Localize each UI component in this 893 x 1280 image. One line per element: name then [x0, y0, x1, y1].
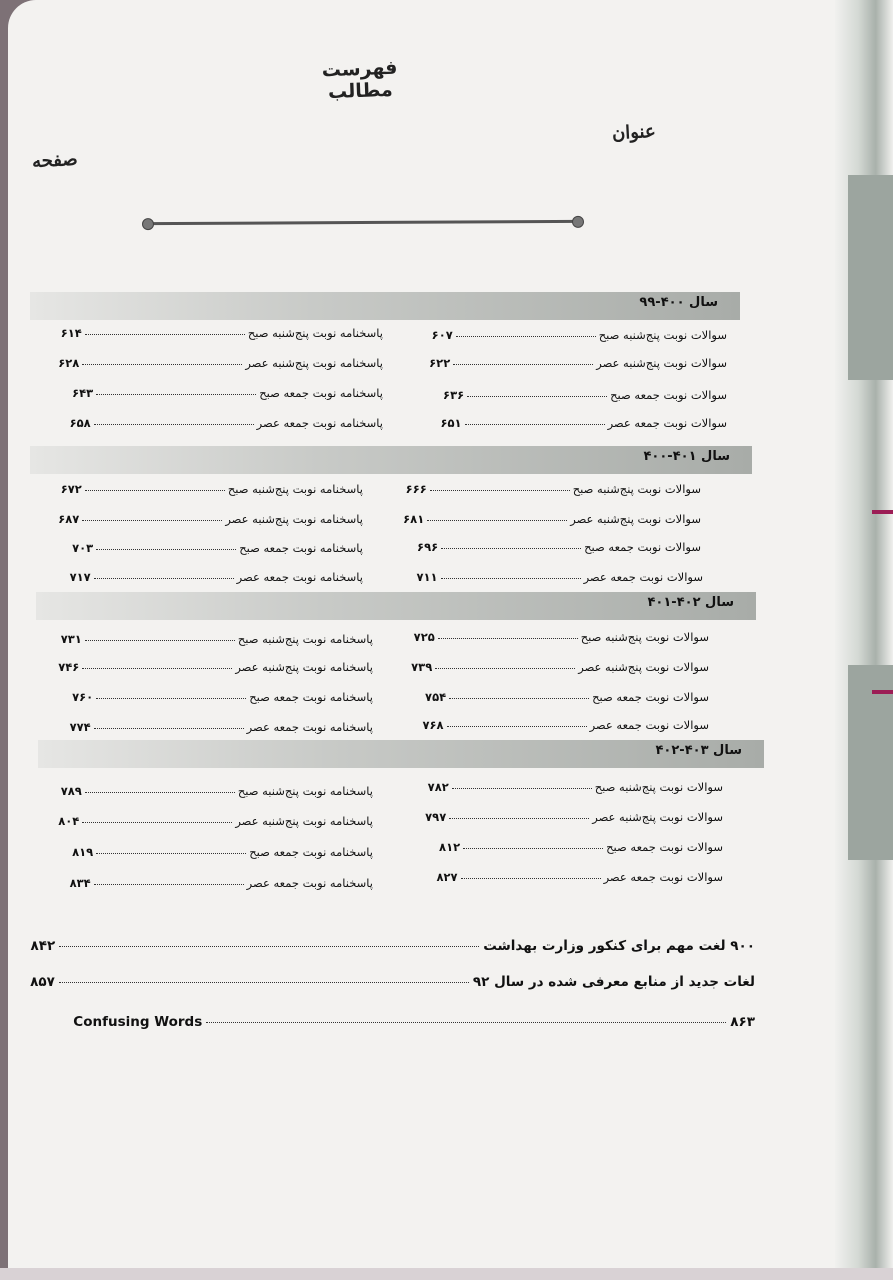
toc-entry: پاسخنامه نوبت جمعه صبح۷۰۳: [72, 541, 363, 555]
toc-extra-entry: ۹۰۰ لغت مهم برای کنکور وزارت بهداشت۸۴۲: [30, 938, 755, 954]
edge-mark-1: [872, 510, 893, 514]
toc-entry: سوالات نوبت جمعه صبح۶۹۶: [417, 540, 701, 554]
bottom-shadow: [0, 1268, 893, 1280]
toc-entry: سوالات نوبت پنج‌شنبه عصر۶۲۲: [429, 356, 727, 370]
toc-entry: سوالات نوبت جمعه عصر۸۲۷: [436, 870, 723, 884]
section-year: سال ۴۰۳-۴۰۲: [655, 743, 742, 758]
toc-entry: پاسخنامه نوبت جمعه صبح۸۱۹: [72, 845, 373, 859]
section-year: سال ۴۰۰-۹۹: [639, 295, 718, 310]
toc-entry: سوالات نوبت پنج‌شنبه صبح۷۸۲: [427, 780, 723, 794]
toc-entry: پاسخنامه نوبت پنج‌شنبه صبح۶۱۴: [60, 326, 383, 340]
toc-entry: پاسخنامه نوبت جمعه عصر۷۱۷: [69, 570, 363, 584]
toc-entry: پاسخنامه نوبت پنج‌شنبه عصر۶۸۷: [58, 512, 363, 526]
section-year: سال ۴۰۲-۴۰۱: [647, 595, 734, 610]
toc-entry: پاسخنامه نوبت جمعه صبح۶۴۳: [72, 386, 383, 400]
toc-entry: پاسخنامه نوبت جمعه عصر۷۷۴: [69, 720, 373, 734]
toc-entry: سوالات نوبت پنج‌شنبه عصر۷۹۷: [425, 810, 723, 824]
edge-mark-2: [872, 690, 893, 694]
toc-extra-entry: Confusing Words ۸۶۳: [73, 1014, 755, 1030]
toc-entry: سوالات نوبت جمعه صبح۷۵۴: [425, 690, 709, 704]
toc-entry: سوالات نوبت پنج‌شنبه صبح۶۶۶: [405, 482, 701, 496]
toc-entry: سوالات نوبت جمعه عصر۷۶۸: [422, 718, 709, 732]
toc-entry: پاسخنامه نوبت پنج‌شنبه صبح۶۷۲: [60, 482, 363, 496]
toc-extra-entry: لغات جدید از منابع معرفی شده در سال ۹۲۸۵۷: [30, 974, 755, 990]
column-header-title: عنوان: [611, 120, 657, 145]
page-title: فهرست مطالب: [321, 56, 398, 104]
toc-entry: سوالات نوبت پنج‌شنبه صبح۷۲۵: [413, 630, 709, 644]
section-year: سال ۴۰۱-۴۰۰: [643, 449, 730, 464]
toc-entry: سوالات نوبت جمعه عصر۶۵۱: [440, 416, 727, 430]
toc-entry: پاسخنامه نوبت پنج‌شنبه عصر۶۲۸: [58, 356, 383, 370]
toc-entry: سوالات نوبت پنج‌شنبه صبح۶۰۷: [431, 328, 727, 342]
toc-entry: پاسخنامه نوبت جمعه صبح۷۶۰: [72, 690, 373, 704]
edge-tab-lower: [848, 665, 893, 860]
edge-tab-upper: [848, 175, 893, 380]
toc-entry: سوالات نوبت پنج‌شنبه عصر۷۳۹: [411, 660, 709, 674]
column-header-page: صفحه: [31, 148, 79, 173]
toc-entry: سوالات نوبت جمعه صبح۶۳۶: [443, 388, 727, 402]
section-band: [30, 292, 740, 320]
toc-entry: سوالات نوبت پنج‌شنبه عصر۶۸۱: [403, 512, 701, 526]
toc-entry: پاسخنامه نوبت پنج‌شنبه صبح۷۸۹: [60, 784, 373, 798]
toc-entry: سوالات نوبت جمعه عصر۷۱۱: [416, 570, 703, 584]
toc-entry: پاسخنامه نوبت جمعه عصر۶۵۸: [69, 416, 383, 430]
toc-entry: پاسخنامه نوبت جمعه عصر۸۳۴: [69, 876, 373, 890]
toc-entry: پاسخنامه نوبت پنج‌شنبه عصر۷۴۶: [58, 660, 373, 674]
toc-entry: پاسخنامه نوبت پنج‌شنبه عصر۸۰۴: [58, 814, 373, 828]
toc-entry: سوالات نوبت جمعه صبح۸۱۲: [439, 840, 723, 854]
toc-entry: پاسخنامه نوبت پنج‌شنبه صبح۷۳۱: [60, 632, 373, 646]
